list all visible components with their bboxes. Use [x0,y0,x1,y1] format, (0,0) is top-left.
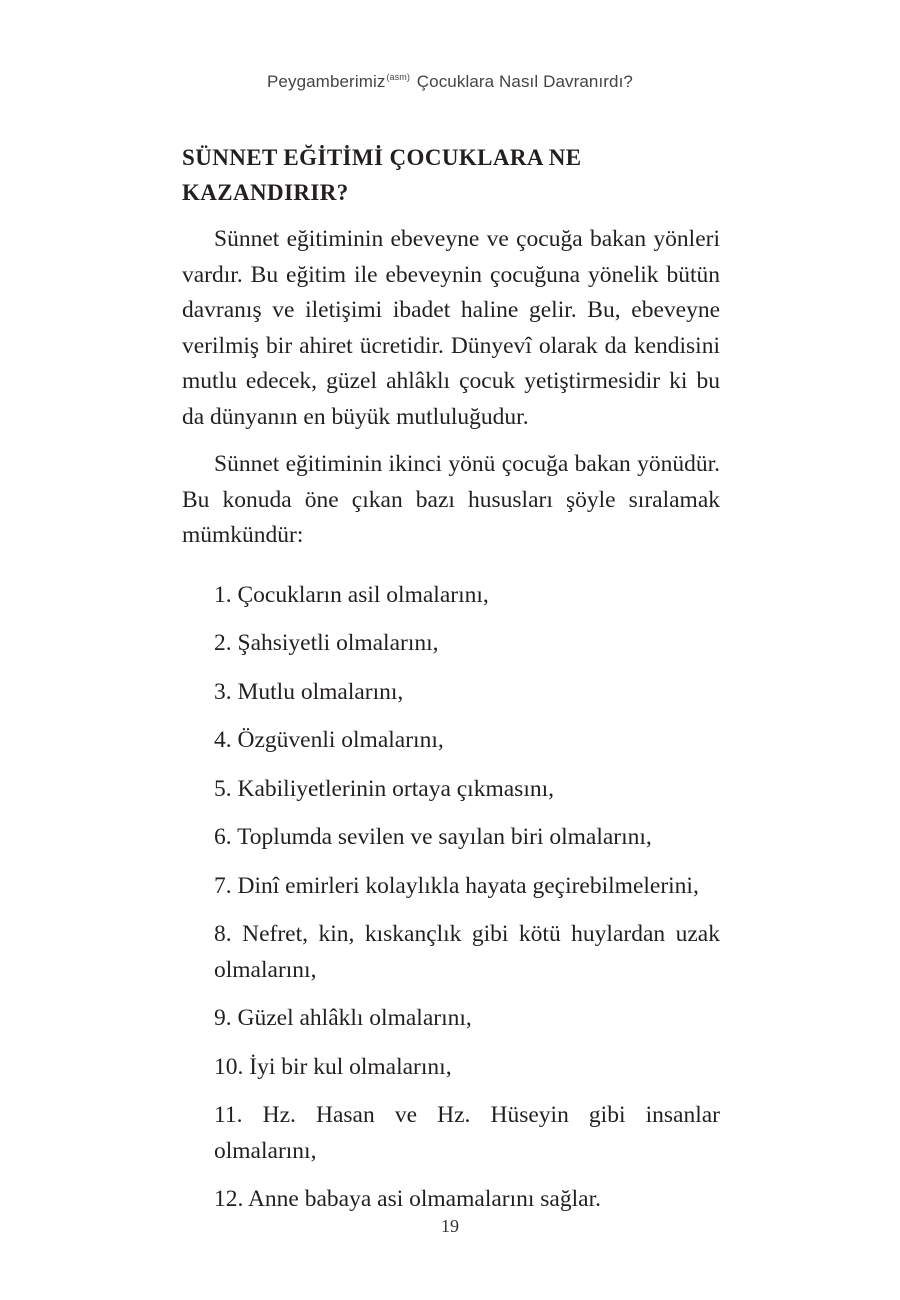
list-item: 2. Şahsiyetli olmalarını, [214,630,439,656]
list-item: 10. İyi bir kul olmalarını, [214,1053,452,1080]
list-item: 9. Güzel ahlâklı olmalarını, [214,1005,472,1031]
list-item: 11. Hz. Hasan ve Hz. Hüseyin gibi insanlar olmalarını, [214,1102,720,1164]
paragraph-2: Sünnet eğitiminin ikinci yönü çocuğa bakan yönüdür. Bu konuda öne çıkan bazı hususları şöyle sıralamak mümkündür: [182,451,720,548]
list-item: 4. Özgüvenli olmalarını, [214,727,444,753]
chapter-title: SÜNNET EĞİTİMİ ÇOCUKLARA NE KAZANDIRIR? [182,145,582,205]
numbered-list [182,578,720,1218]
paragraph-1: Sünnet eğitiminin ebeveyne ve çocuğa bakan yönleri vardır. Bu eğitim ile ebeveynin çocuğuna yönelik bütün davranış ve iletişimi ibadet haline gelir. Bu, ebeveyne verilmiş bir ahiret ücretidir. Dünyevî olarak da kendisini mutlu edecek, güzel ahlâklı çocuk yetiştirmesidir ki bu da dünyanın en büyük mutluluğudur. [182,226,720,430]
honorific-superscript: (asm) [386,72,410,82]
page-number: 19 [441,1216,459,1236]
list-item: 5. Kabiliyetlerinin ortaya çıkmasını, [214,775,555,802]
body-text [182,222,720,1231]
list-item: 12. Anne babaya asi olmamalarını sağlar. [214,1186,601,1212]
running-header-title-rest: Çocuklara Nasıl Davranırdı? [411,72,633,91]
list-item: 6. Toplumda sevilen ve sayılan biri olmalarını, [214,824,652,850]
running-header-title: Peygamberimiz [266,72,386,91]
list-item: 8. Nefret, kin, kıskançlık gibi kötü huylardan uzak olmalarını, [214,921,720,983]
running-header [0,72,900,92]
list-item: 1. Çocukların asil olmalarını, [214,581,489,608]
list-item: 3. Mutlu olmalarını, [214,678,404,705]
list-item: 7. Dinî emirleri kolaylıkla hayata geçirebilmelerini, [214,872,699,899]
